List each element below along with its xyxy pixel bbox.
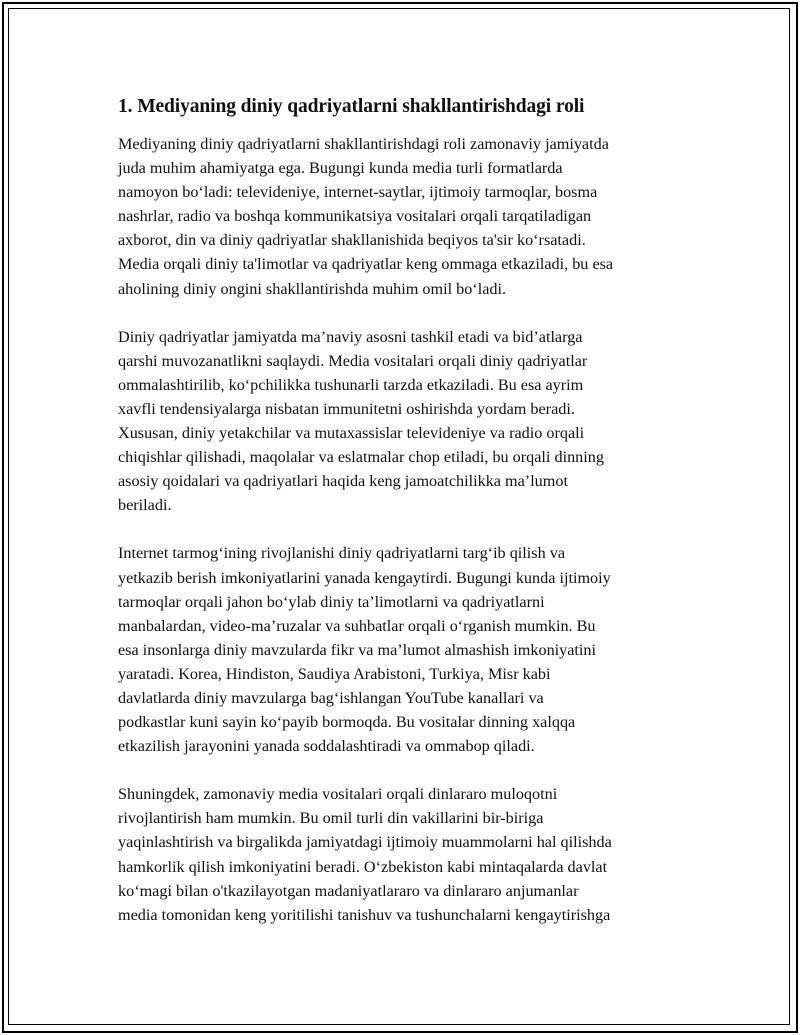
paragraph-4 xyxy=(118,782,688,927)
paragraph-1 xyxy=(118,132,688,301)
paragraph-line: tarmoqlar orqali jahon bo‘ylab diniy ta’limotlarni va qadriyatlarni xyxy=(118,592,545,611)
paragraph-line: Internet tarmog‘ining rivojlanishi diniy qadriyatlarni targ‘ib qilish va xyxy=(118,544,566,563)
paragraph-line: Mediyaning diniy qadriyatlarni shakllantirishdagi roli zamonaviy jamiyatda xyxy=(118,135,609,153)
paragraph-line: juda muhim ahamiyatga ega. Bugungi kunda media turli formatlarda xyxy=(118,159,563,178)
paragraph-line: ko‘magi bilan o'tkazilayotgan madaniyatlararo va dinlararo anjumanlar xyxy=(118,881,579,900)
paragraph-line: davlatlarda diniy mavzularga bag‘ishlangan YouTube kanallari va xyxy=(118,688,544,707)
paragraph-line: chiqishlar qilishadi, maqolalar va eslatmalar chop etiladi, bu orqali dinning xyxy=(118,448,604,467)
paragraph-line: namoyon bo‘ladi: televideniye, internet-saytlar, ijtimoiy tarmoqlar, bosma xyxy=(118,183,598,202)
paragraph-line: esa insonlarga diniy mavzularda fikr va ma’lumot almashish imkoniyatini xyxy=(118,640,597,659)
paragraph-line: aholining diniy ongini shakllantirishda muhim omil bo‘ladi. xyxy=(118,279,507,298)
paragraph-line: hamkorlik qilish imkoniyatini beradi. O‘zbekiston kabi mintaqalarda davlat xyxy=(118,857,608,876)
paragraph-line: xavfli tendensiyalarga nisbatan immunitetni oshirishda yordam beradi. xyxy=(118,399,575,418)
paragraph-line: Diniy qadriyatlar jamiyatda ma’naviy asosni tashkil etadi va bid’atlarga xyxy=(118,327,583,346)
document-body xyxy=(118,94,688,951)
paragraph-line: qarshi muvozanatlikni saqlaydi. Media vositalari orqali diniy qadriyatlar xyxy=(118,351,588,370)
section-heading: 1. Mediyaning diniy qadriyatlarni shakllantirishdagi roli xyxy=(118,96,585,117)
paragraph-line: ommalashtirilib, ko‘pchilikka tushunarli tarzda etkaziladi. Bu esa ayrim xyxy=(118,375,584,394)
paragraph-line: Xususan, diniy yetakchilar va mutaxassislar televideniye va radio orqali xyxy=(118,424,585,443)
paragraph-line: asosiy qoidalari va qadriyatlari haqida keng jamoatchilikka ma’lumot xyxy=(118,472,568,491)
paragraph-line: yaqinlashtirish va birgalikda jamiyatdagi ijtimoiy muammolarni hal qilishda xyxy=(118,833,612,852)
paragraph-line: manbalardan, video-ma’ruzalar va suhbatlar orqali o‘rganish mumkin. Bu xyxy=(118,616,596,635)
paragraph-3 xyxy=(118,541,688,758)
paragraph-line: etkazilish jarayonini yanada soddalashtiradi va ommabop qiladi. xyxy=(118,737,535,756)
paragraph-line: Media orqali diniy ta'limotlar va qadriyatlar keng ommaga etkaziladi, bu esa xyxy=(118,255,614,274)
paragraph-line: podkastlar kuni sayin ko‘payib bormoqda. Bu vositalar dinning xalqqa xyxy=(118,713,576,732)
paragraph-line: media tomonidan keng yoritilishi tanishuv va tushunchalarni kengaytirishga xyxy=(118,905,611,924)
paragraph-line: yaratadi. Korea, Hindiston, Saudiya Arabistoni, Turkiya, Misr kabi xyxy=(118,664,551,683)
paragraph-line: beriladi. xyxy=(118,496,172,515)
paragraph-line: yetkazib berish imkoniyatlarini yanada kengaytirdi. Bugungi kunda ijtimoiy xyxy=(118,568,611,587)
paragraph-line: nashrlar, radio va boshqa kommunikatsiya vositalari orqali tarqatiladigan xyxy=(118,207,592,226)
paragraph-line: rivojlantirish ham mumkin. Bu omil turli din vakillarini bir-biriga xyxy=(118,809,544,828)
paragraph-line: axborot, din va diniy qadriyatlar shakllanishida beqiyos ta'sir ko‘rsatadi. xyxy=(118,231,586,250)
paragraph-2 xyxy=(118,325,688,518)
paragraph-line: Shuningdek, zamonaviy media vositalari orqali dinlararo muloqotni xyxy=(118,785,558,804)
